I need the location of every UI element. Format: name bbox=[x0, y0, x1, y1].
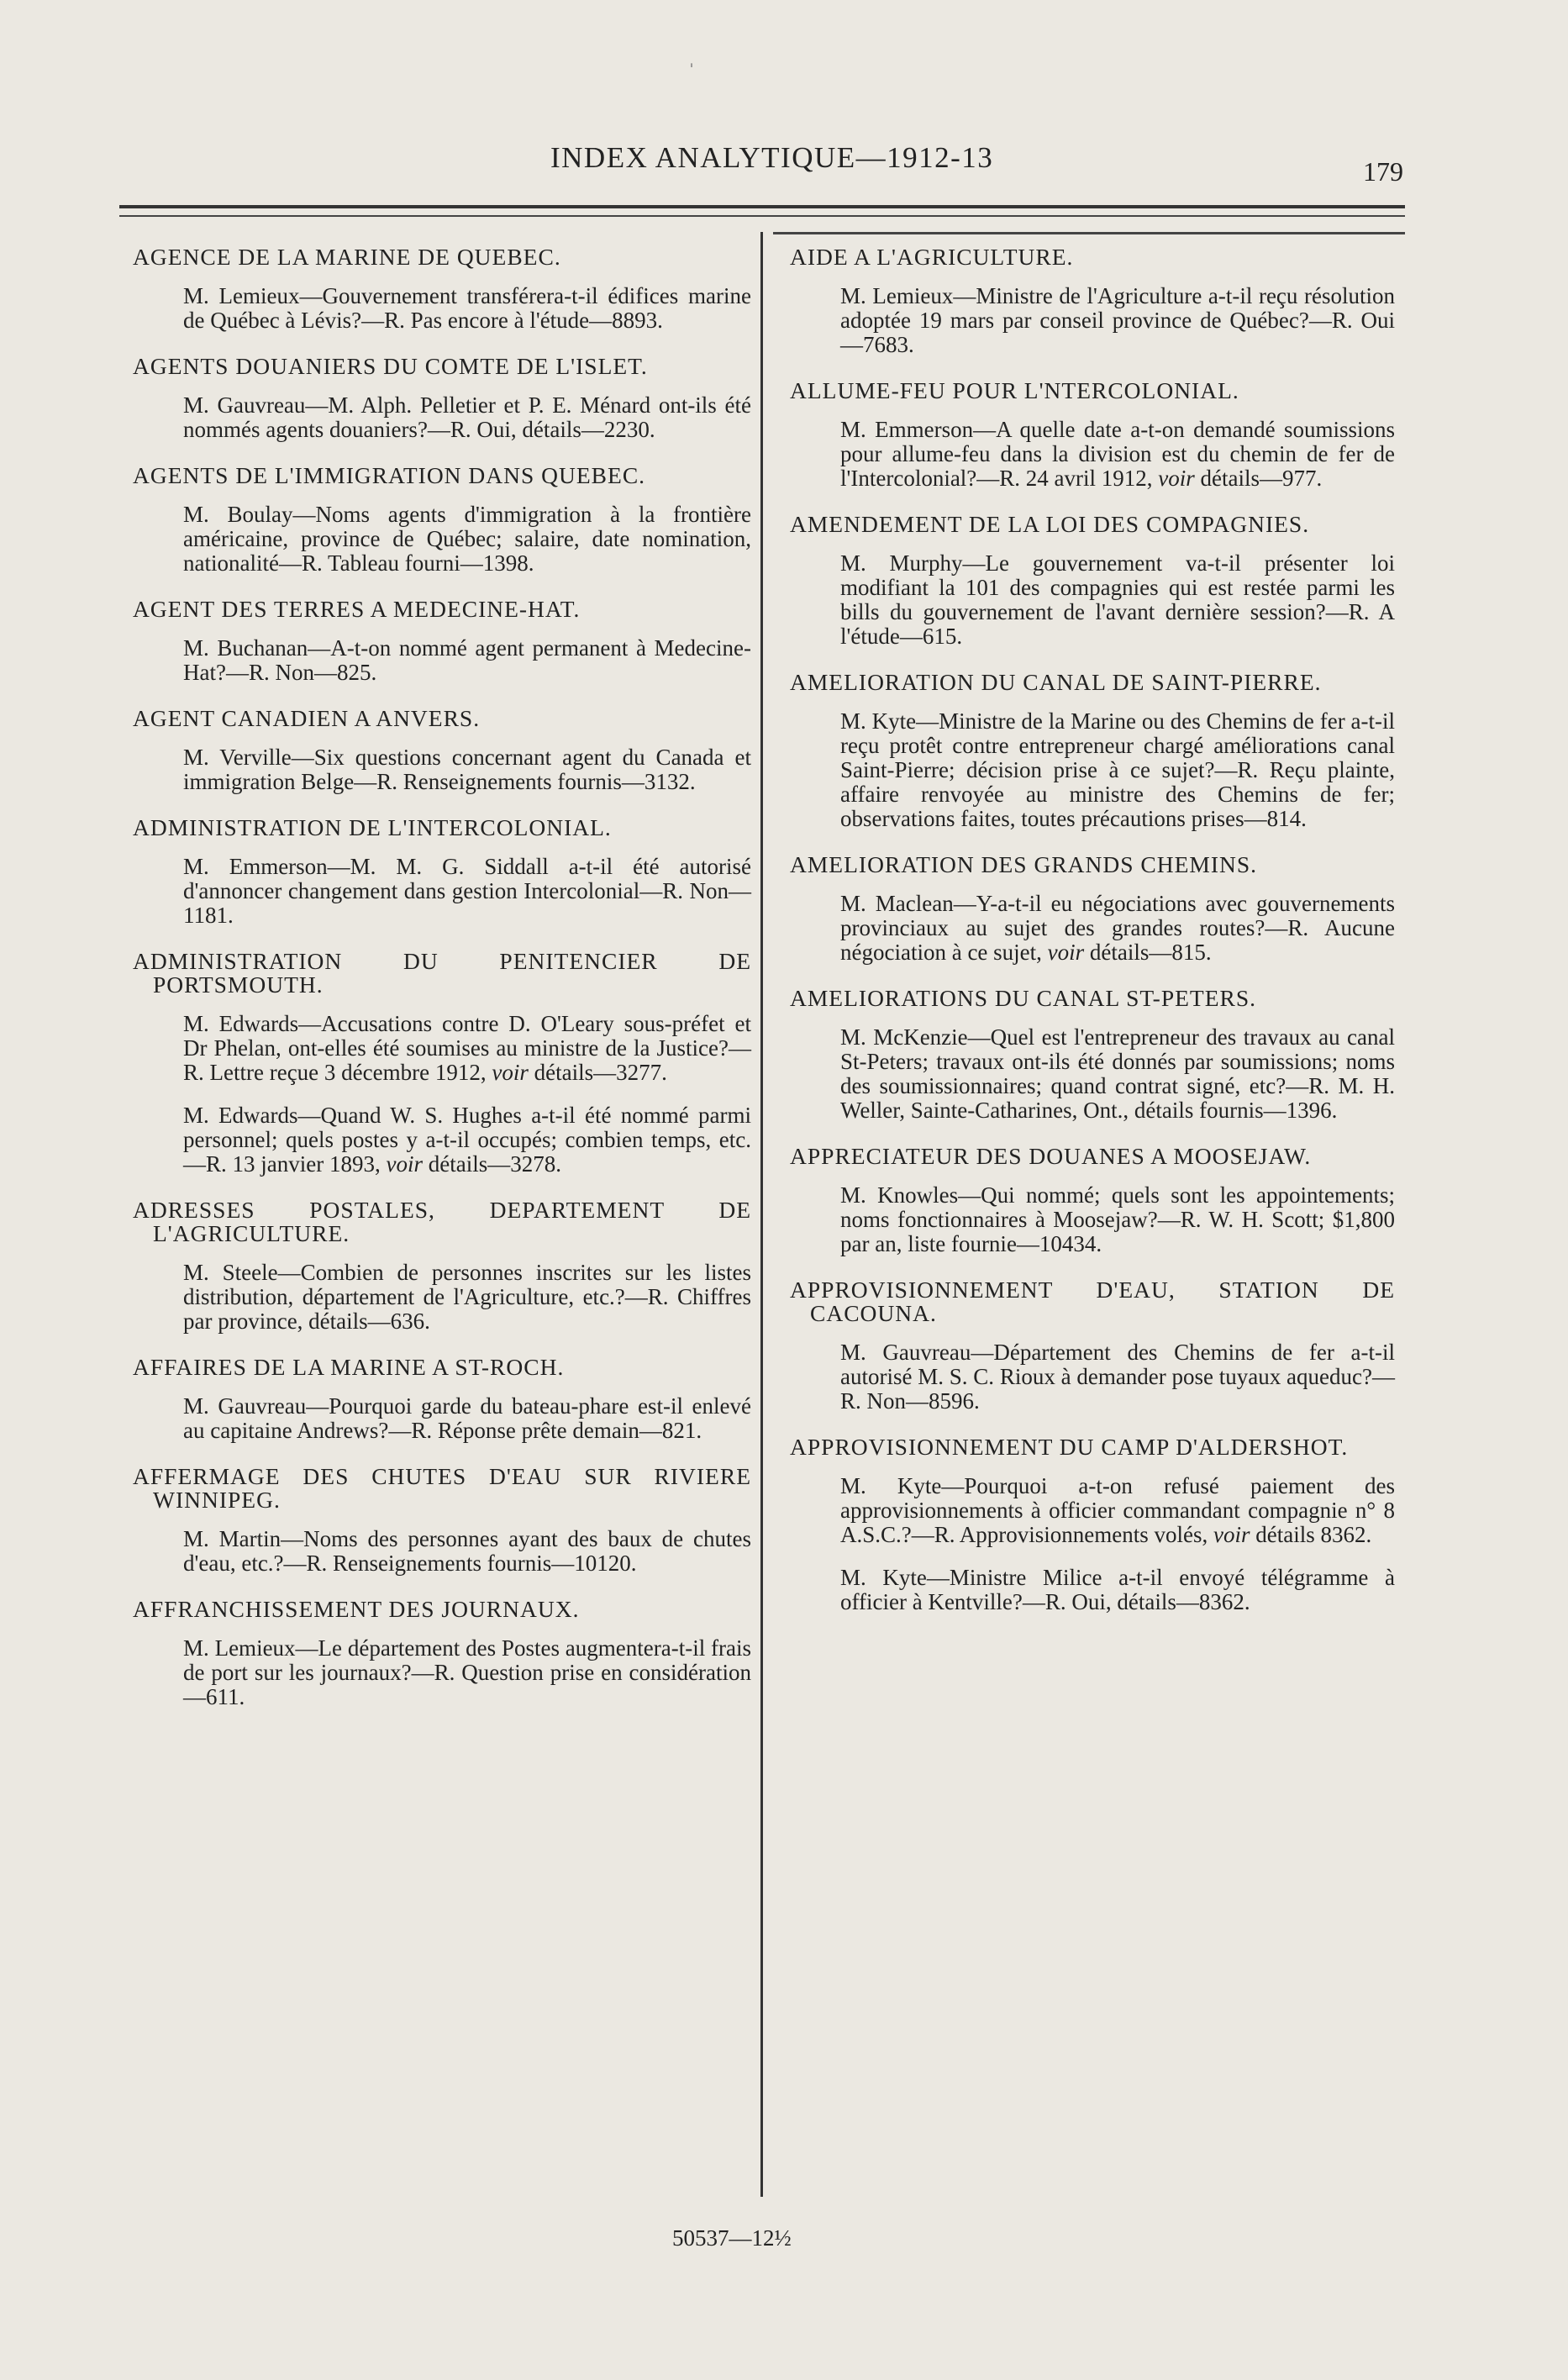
entry-question: M. Kyte—Pourquoi a-t-on refusé paiement des approvisionnements à officier commandant compagnie n° 8 A.S.C.?—R. Approvisionnements volés, voir détails 8362. bbox=[840, 1473, 1395, 1547]
index-entry bbox=[133, 598, 751, 685]
page-number: 179 bbox=[1363, 156, 1403, 187]
index-entry bbox=[133, 707, 751, 794]
entry-heading: AMELIORATION DES GRANDS CHEMINS. bbox=[790, 851, 1258, 877]
header-rule-right bbox=[773, 232, 1405, 234]
entry-question: M. Maclean—Y-a-t-il eu négociations avec gouvernements provinciaux au sujet des grandes routes?—R. Aucune négociation à ce sujet, voir détails—815. bbox=[840, 891, 1395, 965]
entry-heading: AIDE A L'AGRICULTURE. bbox=[790, 244, 1074, 270]
index-entry bbox=[790, 1278, 1395, 1414]
entry-heading: AGENT CANADIEN A ANVERS. bbox=[133, 705, 481, 731]
index-entry bbox=[790, 513, 1395, 649]
scan-mark: ˈ bbox=[687, 59, 696, 87]
entry-question: M. Boulay—Noms agents d'immigration à la frontière américaine, province de Québec; salaire, date nomination, nationalité—R. Tableau fourni—1398. bbox=[183, 502, 751, 576]
left-column bbox=[133, 245, 751, 1709]
index-entry bbox=[133, 1198, 751, 1334]
index-entry bbox=[790, 853, 1395, 965]
entry-heading: ADRESSES POSTALES, DEPARTEMENT DE L'AGRICULTURE. bbox=[133, 1197, 751, 1246]
entry-heading: AGENTS DOUANIERS DU COMTE DE L'ISLET. bbox=[133, 353, 648, 379]
entry-heading: ADMINISTRATION DE L'INTERCOLONIAL. bbox=[133, 814, 612, 840]
entry-heading: AGENT DES TERRES A MEDECINE-HAT. bbox=[133, 596, 581, 622]
entry-question: M. Gauvreau—Département des Chemins de fer a-t-il autorisé M. S. C. Rioux à demander pose tuyaux aqueduc?—R. Non—8596. bbox=[840, 1340, 1395, 1414]
entry-heading: APPROVISIONNEMENT D'EAU, STATION DE CACOUNA. bbox=[790, 1277, 1395, 1326]
entry-question: M. Buchanan—A-t-on nommé agent permanent à Medecine-Hat?—R. Non—825. bbox=[183, 635, 751, 685]
entry-question: M. Emmerson—A quelle date a-t-on demandé soumissions pour allume-feu dans la division est du chemin de fer de l'Intercolonial?—R. 24 avril 1912, voir détails—977. bbox=[840, 417, 1395, 491]
entry-heading: AFFRANCHISSEMENT DES JOURNAUX. bbox=[133, 1596, 580, 1622]
entry-question: M. Verville—Six questions concernant agent du Canada et immigration Belge—R. Renseignements fournis—3132. bbox=[183, 745, 751, 794]
entry-question: M. Kyte—Ministre de la Marine ou des Chemins de fer a-t-il reçu protêt contre entrepreneur chargé améliorations canal Saint-Pierre; décision prise à ce sujet?—R. Reçu plainte, affaire renvoyée au ministre des Chemins de fer; observations faites, toutes précautions prises—814. bbox=[840, 708, 1395, 831]
index-entry bbox=[133, 816, 751, 928]
entry-heading: ADMINISTRATION DU PENITENCIER DE PORTSMOUTH. bbox=[133, 948, 751, 998]
entry-question: M. Kyte—Ministre Milice a-t-il envoyé télégramme à officier à Kentville?—R. Oui, détails—8362. bbox=[840, 1565, 1395, 1614]
entry-heading: APPRECIATEUR DES DOUANES A MOOSEJAW. bbox=[790, 1143, 1312, 1169]
index-entry bbox=[790, 379, 1395, 491]
index-entry bbox=[133, 464, 751, 576]
entry-question: M. Lemieux—Le département des Postes augmentera-t-il frais de port sur les journaux?—R. Question prise en considération—611. bbox=[183, 1635, 751, 1709]
entry-question: M. Emmerson—M. M. G. Siddall a-t-il été autorisé d'annoncer changement dans gestion Intercolonial—R. Non—1181. bbox=[183, 854, 751, 928]
index-entry bbox=[790, 1435, 1395, 1614]
entry-heading: AMENDEMENT DE LA LOI DES COMPAGNIES. bbox=[790, 511, 1310, 537]
header-rule-thin bbox=[119, 215, 1405, 217]
entry-question: M. Gauvreau—M. Alph. Pelletier et P. E. Ménard ont-ils été nommés agents douaniers?—R. Oui, détails—2230. bbox=[183, 392, 751, 442]
entry-question: M. Gauvreau—Pourquoi garde du bateau-phare est-il enlevé au capitaine Andrews?—R. Réponse prête demain—821. bbox=[183, 1393, 751, 1443]
index-entry bbox=[133, 1356, 751, 1443]
italic-voir: voir bbox=[492, 1060, 529, 1085]
entry-question: M. Edwards—Quand W. S. Hughes a-t-il été nommé parmi personnel; quels postes y a-t-il occupés; combien temps, etc.—R. 13 janvier 1893, voir détails—3278. bbox=[183, 1103, 751, 1177]
entry-question: M. Edwards—Accusations contre D. O'Leary sous-préfet et Dr Phelan, ont-elles été soumises au ministre de la Justice?—R. Lettre reçue 3 décembre 1912, voir détails—3277. bbox=[183, 1011, 751, 1085]
entry-heading: ALLUME-FEU POUR L'NTERCOLONIAL. bbox=[790, 377, 1239, 403]
entry-question: M. Steele—Combien de personnes inscrites sur les listes distribution, département de l'Agriculture, etc.?—R. Chiffres par province, détails—636. bbox=[183, 1260, 751, 1334]
right-column bbox=[790, 245, 1395, 1614]
entry-heading: APPROVISIONNEMENT DU CAMP D'ALDERSHOT. bbox=[790, 1434, 1349, 1460]
index-entry bbox=[133, 1465, 751, 1576]
header-rule-thick bbox=[119, 205, 1405, 208]
page-header bbox=[0, 141, 1568, 192]
entry-question: M. Lemieux—Ministre de l'Agriculture a-t-il reçu résolution adoptée 19 mars par conseil province de Québec?—R. Oui—7683. bbox=[840, 283, 1395, 357]
running-title: INDEX ANALYTIQUE—1912-13 bbox=[550, 141, 994, 174]
entry-question: M. Lemieux—Gouvernement transférera-t-il édifices marine de Québec à Lévis?—R. Pas encore à l'étude—8893. bbox=[183, 283, 751, 333]
entry-question: M. Martin—Noms des personnes ayant des baux de chutes d'eau, etc.?—R. Renseignements fournis—10120. bbox=[183, 1526, 751, 1576]
entry-heading: AFFAIRES DE LA MARINE A ST-ROCH. bbox=[133, 1354, 565, 1380]
index-entry bbox=[790, 245, 1395, 357]
index-entry bbox=[790, 987, 1395, 1123]
entry-heading: AMELIORATION DU CANAL DE SAINT-PIERRE. bbox=[790, 669, 1322, 695]
index-entry bbox=[790, 1145, 1395, 1256]
entry-question: M. Knowles—Qui nommé; quels sont les appointements; noms fonctionnaires à Moosejaw?—R. W. H. Scott; $1,800 par an, liste fournie—10434. bbox=[840, 1182, 1395, 1256]
index-entry bbox=[133, 355, 751, 442]
entry-question: M. Murphy—Le gouvernement va-t-il présenter loi modifiant la 101 des compagnies qui est restée parmi les bills du gouvernement de l'avant dernière session?—R. A l'étude—615. bbox=[840, 550, 1395, 649]
italic-voir: voir bbox=[1213, 1522, 1250, 1547]
index-entry bbox=[133, 1598, 751, 1709]
entry-heading: AFFERMAGE DES CHUTES D'EAU SUR RIVIERE WINNIPEG. bbox=[133, 1463, 751, 1513]
italic-voir: voir bbox=[386, 1151, 423, 1177]
italic-voir: voir bbox=[1047, 940, 1085, 965]
column-divider bbox=[760, 232, 763, 2197]
index-entry bbox=[133, 245, 751, 333]
italic-voir: voir bbox=[1158, 466, 1195, 491]
entry-question: M. McKenzie—Quel est l'entrepreneur des travaux au canal St-Peters; travaux ont-ils été donnés par soumissions; noms des soumissionnaires; quand contrat signé, etc?—R. M. H. Weller, Sainte-Catharines, Ont., détails fournis—1396. bbox=[840, 1024, 1395, 1123]
footer-code: 50537—12½ bbox=[672, 2225, 792, 2251]
entry-heading: AGENCE DE LA MARINE DE QUEBEC. bbox=[133, 244, 561, 270]
entry-heading: AGENTS DE L'IMMIGRATION DANS QUEBEC. bbox=[133, 462, 646, 488]
entry-heading: AMELIORATIONS DU CANAL ST-PETERS. bbox=[790, 985, 1257, 1011]
index-entry bbox=[133, 950, 751, 1177]
index-entry bbox=[790, 671, 1395, 831]
